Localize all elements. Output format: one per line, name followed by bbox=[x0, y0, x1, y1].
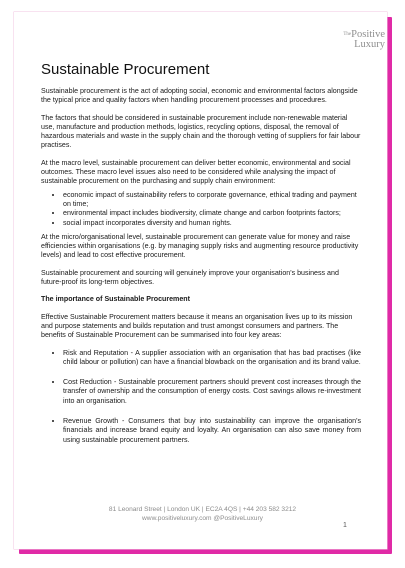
paragraph: At the micro/organisational level, sustainable procurement can generate value for money and raise efficiencies within organisations (e.g. by managing supply risks and augmenting resource productivity levels) and lead to cost effective procurement. bbox=[41, 232, 359, 260]
logo-line2: Luxury bbox=[354, 39, 385, 50]
paragraph: Sustainable procurement and sourcing will genuinely improve your organisation's business and future-proof its long-term objectives. bbox=[41, 268, 339, 287]
paragraph: Effective Sustainable Procurement matters because it means an organisation lives up to its mission and purpose statements and builds reputation and trust amongst consumers and partners. The benefits of Sustainable Procurement can be summarised into four key areas: bbox=[41, 312, 353, 340]
list-item: • economic impact of sustainability refers to corporate governance, ethical trading and payment on time; bbox=[63, 191, 361, 210]
list-item: • Risk and Reputation - A supplier association with an organisation that has bad practises (like child labour or pollution) can have a financial blowback on the organisation and its brand value. bbox=[63, 349, 361, 368]
footer-links: www.positiveluxury.com @PositiveLuxury bbox=[142, 514, 263, 522]
list-item: • social impact incorporates diversity and human rights. bbox=[63, 219, 361, 228]
paragraph: Sustainable procurement is the act of adopting social, economic and environmental factors alongside the typical price and quality factors when handling procurement processes and procedures. bbox=[41, 87, 358, 105]
macro-bullet-list bbox=[41, 191, 361, 228]
page-footer bbox=[0, 506, 405, 523]
paragraph: The factors that should be considered in sustainable procurement include non-renewable material use, manufacture and production methods, logistics, recycling options, disposal, the removal of hazardous materials and waste in the supply chain and the thorough vetting of suppliers for fair labour practises. bbox=[41, 113, 361, 150]
benefits-list bbox=[41, 349, 361, 445]
paragraph: At the macro level, sustainable procurement can deliver better economic, environmental and social outcomes. These macro level issues also need to be considered while analysing the impact of sustainable procurement on the purchasing and supply chain environment: bbox=[41, 158, 351, 186]
logo-sup: The bbox=[343, 32, 352, 37]
list-item: • Revenue Growth - Consumers that buy into sustainability can improve the organisation's financials and increase brand equity and loyalty. An organisation can also save money from using sustainable procurement partners. bbox=[63, 417, 361, 445]
list-item: • environmental impact includes biodiversity, climate change and carbon footprints factors; bbox=[63, 209, 361, 218]
document-body bbox=[41, 87, 361, 456]
section-heading: The importance of Sustainable Procurement bbox=[41, 295, 190, 304]
list-item: • Cost Reduction - Sustainable procurement partners should prevent cost increases through the transfer of ownership and the consumption of energy costs. Cost savings allows re-investment into an organisation. bbox=[63, 378, 361, 406]
page-number: 1 bbox=[343, 522, 347, 529]
positive-luxury-logo bbox=[325, 30, 385, 50]
logo-line1: Positive bbox=[351, 29, 385, 40]
footer-address: 81 Leonard Street | London UK | EC2A 4QS | +44 203 582 3212 bbox=[108, 506, 297, 513]
page-title: Sustainable Procurement bbox=[41, 61, 210, 78]
